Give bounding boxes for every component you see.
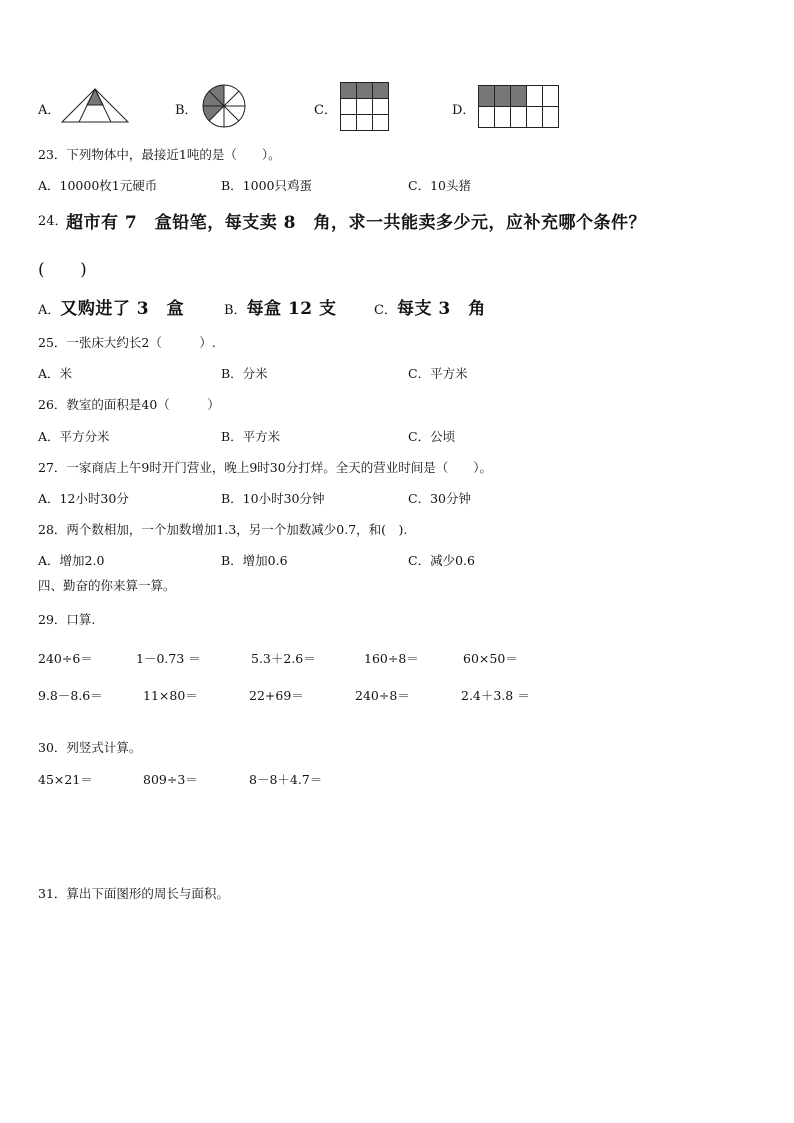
q28-option-c: C．减少0.6 xyxy=(408,553,475,568)
q22-option-d-grid-figure xyxy=(478,85,559,128)
q27-option-b: B．10小时30分钟 xyxy=(221,491,325,506)
q25-option-c: C．平方米 xyxy=(408,366,468,381)
q24-option-a xyxy=(38,294,184,319)
q27-option-a: A．12小时30分 xyxy=(38,491,129,506)
q24-option-c-text: 每支 3 角 xyxy=(396,299,486,319)
section-4-title: 四、勤奋的你来算一算。 xyxy=(38,578,176,593)
q28-option-a: A．增加2.0 xyxy=(38,553,105,568)
q29-item: 11×80＝ xyxy=(143,688,198,703)
q30-item: 45×21＝ xyxy=(38,772,93,787)
q27-option-c: C．30分钟 xyxy=(408,491,471,506)
q23-stem: 23．下列物体中，最接近1吨的是（ ）。 xyxy=(38,147,281,162)
q29-item: 240÷8＝ xyxy=(355,688,410,703)
q26-option-c: C．公顷 xyxy=(408,429,456,444)
q23-option-b: B．1000只鸡蛋 xyxy=(221,178,312,193)
q24-stem xyxy=(38,210,68,229)
q28-stem: 28．两个数相加，一个加数增加1.3，另一个加数减少0.7，和( ). xyxy=(38,522,408,537)
q23-option-a: A．10000枚1元硬币 xyxy=(38,178,158,193)
q27-stem: 27．一家商店上午9时开门营业，晚上9时30分打烊。全天的营业时间是（ ）。 xyxy=(38,460,492,475)
q23-option-c: C．10头猪 xyxy=(408,178,471,193)
q31-stem: 31．算出下面图形的周长与面积。 xyxy=(38,886,229,901)
q22-option-a-label: A． xyxy=(38,103,61,118)
q22-option-b-label: B． xyxy=(175,103,198,118)
q29-item: 1－0.73 ＝ xyxy=(136,651,201,666)
q24-number: 24． xyxy=(38,214,68,229)
q24-option-b xyxy=(224,294,337,319)
q22-option-a-triangle-figure xyxy=(62,88,128,123)
q24-paren: ( ) xyxy=(38,260,88,280)
q25-stem: 25．一张床大约长2（ ）. xyxy=(38,335,216,350)
q24-option-c xyxy=(374,294,486,319)
q30-item: 8－8＋4.7＝ xyxy=(249,772,323,787)
q24-option-b-text: 每盒 12 支 xyxy=(246,299,337,319)
q22-option-c-label: C． xyxy=(314,103,337,118)
q24-option-a-text: 又购进了 3 盒 xyxy=(60,299,185,319)
q22-option-d-label: D． xyxy=(452,103,476,118)
q26-stem: 26．教室的面积是40（ ） xyxy=(38,397,220,412)
q29-item: 2.4＋3.8 ＝ xyxy=(461,688,530,703)
q28-option-b: B．增加0.6 xyxy=(221,553,288,568)
q24-option-c-letter: C． xyxy=(374,303,397,318)
q24-option-a-letter: A． xyxy=(38,303,61,318)
q22-option-c-grid-figure xyxy=(340,82,389,131)
q30-item: 809÷3＝ xyxy=(143,772,198,787)
q26-option-b: B．平方米 xyxy=(221,429,281,444)
q26-option-a: A．平方分米 xyxy=(38,429,110,444)
q29-item: 9.8－8.6＝ xyxy=(38,688,103,703)
q29-item: 60×50＝ xyxy=(463,651,518,666)
q24-option-b-letter: B． xyxy=(224,303,247,318)
q29-item: 160÷8＝ xyxy=(364,651,419,666)
q22-option-b-circle-figure xyxy=(201,83,247,129)
q25-option-a: A．米 xyxy=(38,366,73,381)
q24-stem-text: 超市有 7 盒铅笔，每支卖 8 角，求一共能卖多少元，应补充哪个条件？ xyxy=(66,213,646,233)
q29-item: 5.3＋2.6＝ xyxy=(251,651,316,666)
q30-stem: 30．列竖式计算。 xyxy=(38,740,142,755)
q29-stem: 29．口算. xyxy=(38,612,96,627)
q29-item: 240÷6＝ xyxy=(38,651,93,666)
q25-option-b: B．分米 xyxy=(221,366,268,381)
q29-item: 22+69＝ xyxy=(249,688,304,703)
